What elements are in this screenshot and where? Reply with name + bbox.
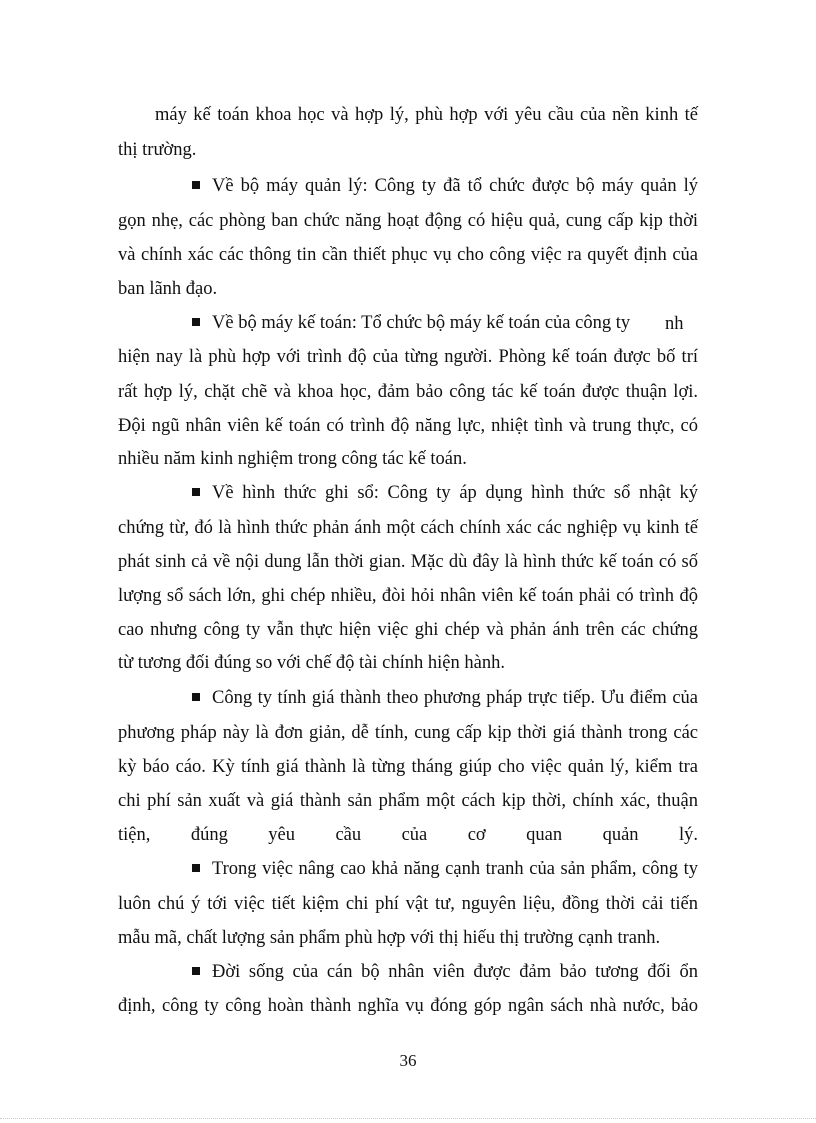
text-line: nhiều năm kinh nghiệm trong công tác kế toán. bbox=[118, 449, 467, 469]
text-line: hiện nay là phù hợp với trình độ của từng người. Phòng kế toán được bố trí bbox=[118, 347, 698, 367]
page-number: 36 bbox=[399, 1051, 417, 1070]
bullet-line bbox=[192, 857, 698, 881]
bullet-line bbox=[192, 481, 698, 505]
bullet-line bbox=[192, 174, 698, 198]
text-line: và chính xác các thông tin cần thiết phục vụ cho công việc ra quyết định của bbox=[118, 245, 698, 265]
bullet-line bbox=[192, 311, 662, 335]
text-line: từ tương đối đúng so với chế độ tài chính hiện hành. bbox=[118, 653, 505, 673]
text-line: kỳ báo cáo. Kỳ tính giá thành là từng tháng giúp cho việc quản lý, kiểm tra bbox=[118, 757, 698, 777]
bullet-line bbox=[192, 686, 698, 710]
bullet-line bbox=[192, 960, 698, 984]
bullet-icon bbox=[192, 693, 200, 701]
text-span: Đời sống của cán bộ nhân viên được đảm bảo tương đối ổn bbox=[212, 962, 698, 982]
text-line: luôn chú ý tới việc tiết kiệm chi phí vật tư, nguyên liệu, đồng thời cải tiến bbox=[118, 894, 698, 914]
page-bottom-border bbox=[0, 1118, 816, 1119]
text-line: mẫu mã, chất lượng sản phẩm phù hợp với thị hiếu thị trường cạnh tranh. bbox=[118, 928, 661, 948]
bullet-icon bbox=[192, 967, 200, 975]
text-line: cao nhưng công ty vẫn thực hiện việc ghi chép và phản ánh trên các chứng bbox=[118, 620, 698, 640]
text-span: Về bộ máy kế toán: Tổ chức bộ máy kế toán của công ty bbox=[212, 313, 631, 333]
bullet-icon bbox=[192, 488, 200, 496]
text-line: Đội ngũ nhân viên kế toán có trình độ năng lực, nhiệt tình và trung thực, có bbox=[118, 416, 698, 436]
text-line: lượng sổ sách lớn, ghi chép nhiều, đòi hỏi nhân viên kế toán phải có trình độ bbox=[118, 586, 698, 606]
text-span: Về hình thức ghi sổ: Công ty áp dụng hình thức sổ nhật ký bbox=[212, 483, 698, 503]
text-line: tiện, đúng yêu cầu của cơ quan quản lý. bbox=[118, 825, 698, 845]
bullet-icon bbox=[192, 318, 200, 326]
text-span: Công ty tính giá thành theo phương pháp trực tiếp. Ưu điểm của bbox=[212, 688, 698, 708]
text-span: Trong việc nâng cao khả năng cạnh tranh của sản phẩm, công ty bbox=[212, 859, 698, 879]
text-line: máy kế toán khoa học và hợp lý, phù hợp với yêu cầu của nền kinh tế bbox=[155, 105, 698, 125]
text-line: ban lãnh đạo. bbox=[118, 279, 218, 299]
text-line: định, công ty công hoàn thành nghĩa vụ đóng góp ngân sách nhà nước, bảo bbox=[118, 996, 698, 1016]
margin-note: nh bbox=[665, 314, 684, 334]
text-line: rất hợp lý, chặt chẽ và khoa học, đảm bảo công tác kế toán được thuận lợi. bbox=[118, 382, 698, 402]
bullet-icon bbox=[192, 181, 200, 189]
text-line: chứng từ, đó là hình thức phản ánh một cách chính xác các nghiệp vụ kinh tế bbox=[118, 518, 698, 538]
text-line: thị trường. bbox=[118, 140, 197, 160]
text-line: phương pháp này là đơn giản, dễ tính, cung cấp kịp thời giá thành trong các bbox=[118, 723, 698, 743]
bullet-icon bbox=[192, 864, 200, 872]
text-line: phát sinh cả về nội dung lẫn thời gian. Mặc dù đây là hình thức kế toán có số bbox=[118, 552, 698, 572]
text-span: Về bộ máy quản lý: Công ty đã tổ chức được bộ máy quản lý bbox=[212, 176, 698, 196]
text-line: chi phí sản xuất và giá thành sản phẩm một cách kịp thời, chính xác, thuận bbox=[118, 791, 698, 811]
text-line: gọn nhẹ, các phòng ban chức năng hoạt động có hiệu quả, cung cấp kịp thời bbox=[118, 211, 698, 231]
